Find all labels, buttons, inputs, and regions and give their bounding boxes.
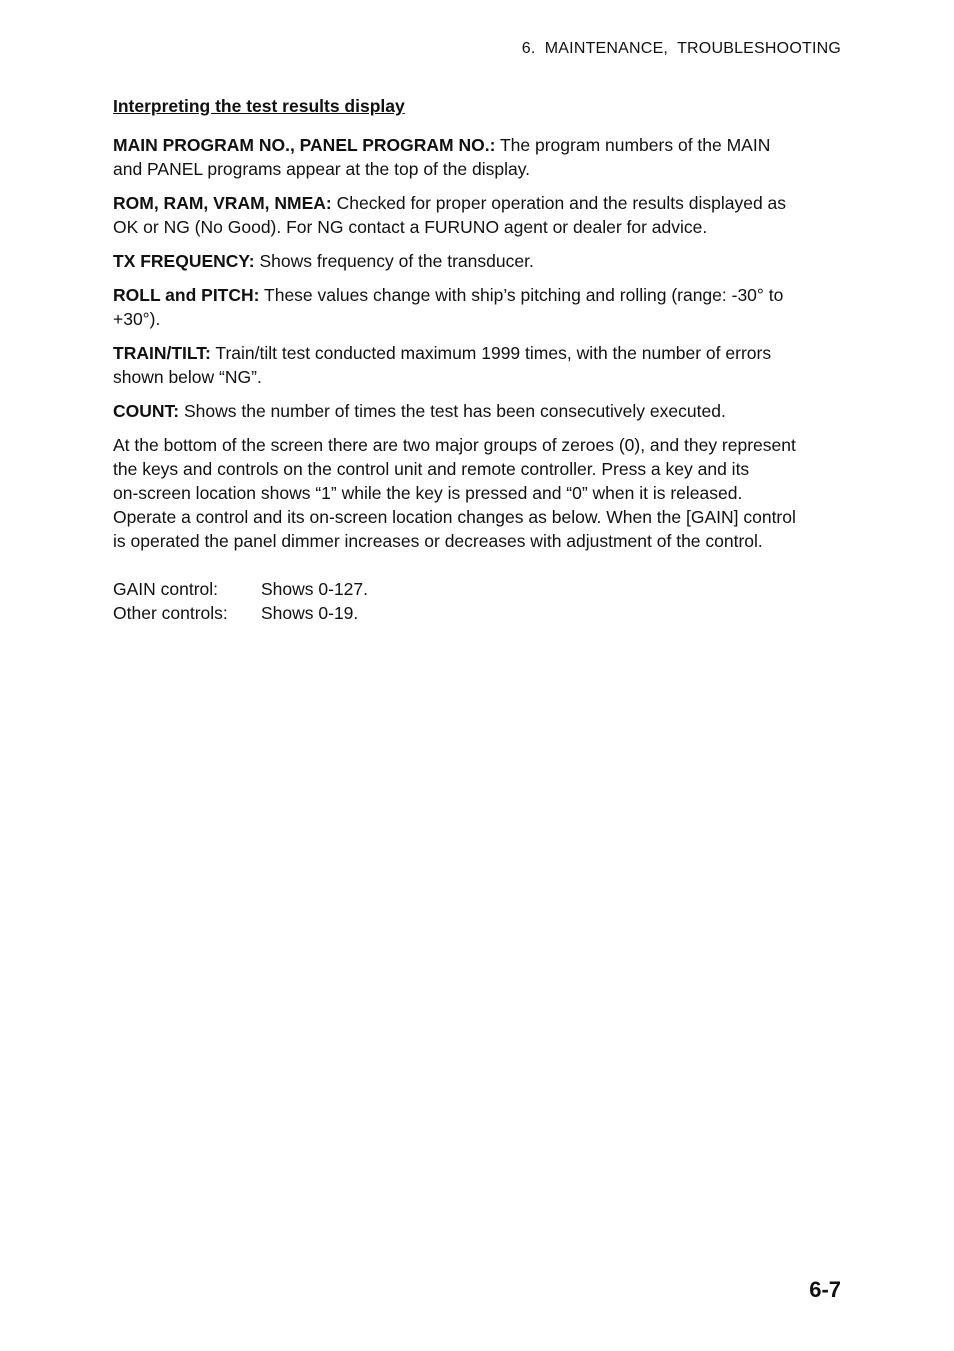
- definition-text: Checked for proper operation and the results displayed as: [331, 193, 787, 213]
- definition-count: [113, 399, 843, 423]
- definition-roll-pitch: [113, 283, 843, 331]
- table-row: [113, 601, 368, 625]
- definition-tx-frequency: [113, 249, 843, 273]
- control-label: Other controls:: [113, 603, 228, 623]
- table-row: [113, 577, 368, 601]
- control-value: Shows 0-127.: [261, 579, 369, 599]
- term-label: MAIN PROGRAM NO., PANEL PROGRAM NO.:: [113, 135, 496, 155]
- definition-text: Shows frequency of the transducer.: [254, 251, 534, 271]
- definition-text: The program numbers of the MAIN: [495, 135, 771, 155]
- closing-line: on-screen location shows “1” while the key is pressed and “0” when it is released.: [113, 483, 743, 503]
- closing-paragraph: [113, 433, 843, 553]
- term-label: TRAIN/TILT:: [113, 343, 211, 363]
- term-label: COUNT:: [113, 401, 180, 421]
- section-heading: Interpreting the test results display: [113, 96, 405, 116]
- closing-line: the keys and controls on the control unit and remote controller. Press a key and its: [113, 459, 750, 479]
- definition-rom-ram: [113, 191, 843, 239]
- definition-text: and PANEL programs appear at the top of the display.: [113, 159, 531, 179]
- controls-table: [113, 577, 368, 625]
- page-number: 6-7: [809, 1277, 841, 1302]
- definition-text: OK or NG (No Good). For NG contact a FURUNO agent or dealer for advice.: [113, 217, 708, 237]
- definition-text: +30°).: [113, 309, 161, 329]
- page-body: [113, 94, 843, 625]
- definition-text: These values change with ship’s pitching and rolling (range: -30° to: [259, 285, 784, 305]
- definition-text: Shows the number of times the test has been consecutively executed.: [179, 401, 726, 421]
- closing-line: At the bottom of the screen there are two major groups of zeroes (0), and they represent: [113, 435, 796, 455]
- definition-text: Train/tilt test conducted maximum 1999 times, with the number of errors: [210, 343, 772, 363]
- definition-train-tilt: [113, 341, 843, 389]
- term-label: TX FREQUENCY:: [113, 251, 255, 271]
- term-label: ROLL and PITCH:: [113, 285, 260, 305]
- definition-text: shown below “NG”.: [113, 367, 262, 387]
- closing-line: Operate a control and its on-screen location changes as below. When the [GAIN] control: [113, 507, 796, 527]
- term-label: ROM, RAM, VRAM, NMEA:: [113, 193, 332, 213]
- control-label: GAIN control:: [113, 579, 219, 599]
- running-header: 6. MAINTENANCE, TROUBLESHOOTING: [521, 40, 841, 57]
- definition-main-program: [113, 133, 843, 181]
- control-value: Shows 0-19.: [261, 603, 359, 623]
- closing-line: is operated the panel dimmer increases or decreases with adjustment of the control.: [113, 531, 763, 551]
